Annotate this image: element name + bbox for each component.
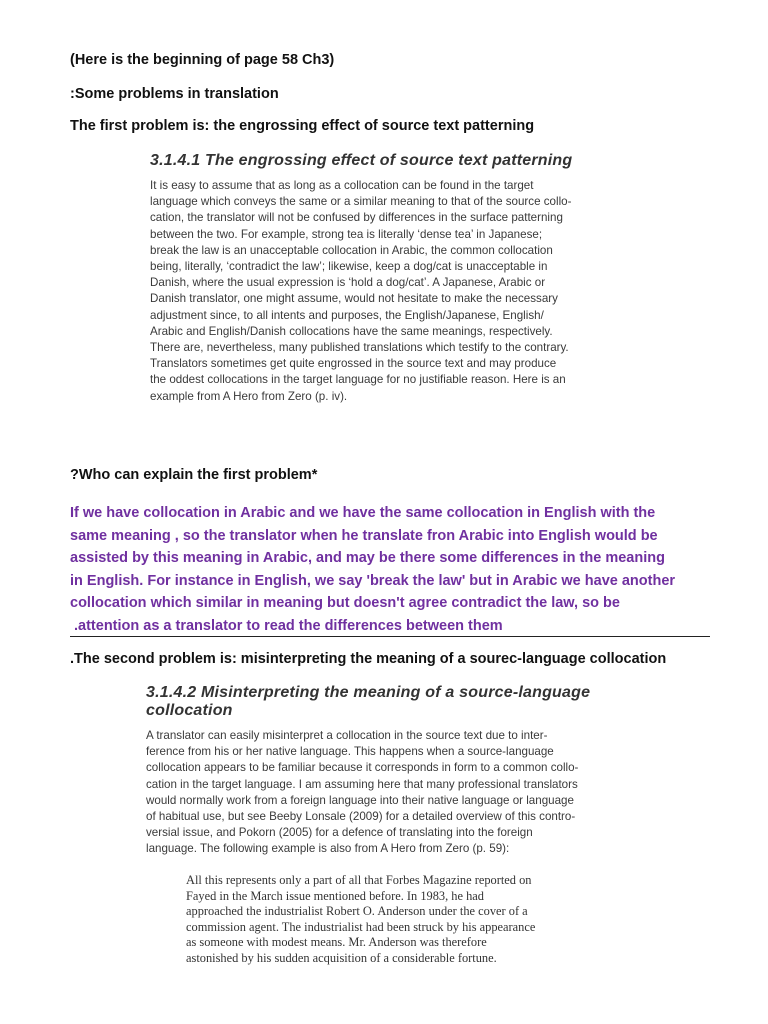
header-note: (Here is the beginning of page 58 Ch3) xyxy=(70,52,335,68)
excerpt-1-line: Translators sometimes get quite engrossed in the source text and may produce xyxy=(150,357,557,371)
answer-line: collocation which similar in meaning but doesn't agree contradict the law, so be xyxy=(70,595,620,612)
quote-line: astonished by his sudden acquisition of a considerable fortune. xyxy=(186,950,497,965)
second-problem-heading: .The second problem is: misinterpreting the meaning of a sourec-language collocation xyxy=(70,651,667,667)
excerpt-1-line: There are, nevertheless, many published translations which testify to the contrary. xyxy=(150,341,569,355)
excerpt-2-line: language. The following example is also from A Hero from Zero (p. 59): xyxy=(146,842,510,856)
answer-paragraph xyxy=(70,502,710,638)
answer-line: .attention as a translator to read the differences between them xyxy=(74,617,503,634)
first-problem-heading: The first problem is: the engrossing effect of source text patterning xyxy=(70,118,535,134)
answer-line: in English. For instance in English, we say 'break the law' but in Arabic we have another xyxy=(70,572,676,589)
answer-line: same meaning , so the translator when he translate fron Arabic into English would be xyxy=(70,527,658,544)
scanned-excerpt-2 xyxy=(146,684,630,858)
excerpt-2-title-line1: 3.1.4.2 Misinterpreting the meaning of a source-language xyxy=(146,684,591,701)
question-line: ?Who can explain the first problem* xyxy=(70,467,318,483)
excerpt-1-line: It is easy to assume that as long as a collocation can be found in the target xyxy=(150,179,534,192)
excerpt-2-line: would normally work from a foreign language into their native language or language xyxy=(146,793,574,807)
excerpt-1-line: cation, the translator will not be confused by differences in the surface patterning xyxy=(150,211,563,225)
quote-line: approached the industrialist Robert O. Anderson under the cover of a xyxy=(186,904,528,919)
scanned-excerpt-1 xyxy=(150,152,628,405)
excerpt-1-line: the oddest collocations in the target language for no justifiable reason. Here is an xyxy=(150,373,566,387)
block-quote xyxy=(186,873,596,967)
excerpt-1-line: being, literally, ‘contradict the law’; likewise, keep a dog/cat is unacceptable in xyxy=(150,260,548,274)
quote-line: Fayed in the March issue mentioned before. In 1983, he had xyxy=(186,888,484,903)
excerpt-2-title-line2: collocation xyxy=(146,702,233,719)
quote-line: commission agent. The industrialist had been struck by his appearance xyxy=(186,919,536,934)
excerpt-2-line: collocation appears to be familiar because it corresponds in form to a common collo- xyxy=(146,761,579,775)
excerpt-2-line: cation in the target language. I am assuming here that many professional translators xyxy=(146,777,578,791)
excerpt-2-line: A translator can easily misinterpret a collocation in the source text due to inter- xyxy=(146,729,548,742)
excerpt-1-line: Danish translator, one might assume, would not hesitate to make the necessary xyxy=(150,292,558,306)
quote-line: All this represents only a part of all that Forbes Magazine reported on xyxy=(186,873,532,887)
excerpt-1-line: Arabic and English/Danish collocations have the same meanings, respectively. xyxy=(150,324,553,338)
excerpt-1-line: Danish, where the usual expression is ‘hold a dog/cat’. A Japanese, Arabic or xyxy=(150,276,546,290)
divider xyxy=(70,636,710,637)
excerpt-2-line: of habitual use, but see Beeby Lonsale (2009) for a detailed overview of this contro- xyxy=(146,810,576,824)
quote-line: as someone with modest means. Mr. Anderson was therefore xyxy=(186,935,487,950)
excerpt-1-line: example from A Hero from Zero (p. iv). xyxy=(150,389,348,403)
answer-line: assisted by this meaning in Arabic, and may be there some differences in the meaning xyxy=(70,550,665,567)
excerpt-2-line: ference from his or her native language. This happens when a source-language xyxy=(146,745,554,759)
excerpt-1-line: between the two. For example, strong tea is literally ‘dense tea’ in Japanese; xyxy=(150,227,543,241)
excerpt-1-line: adjustment since, to all intents and purposes, the English/Japanese, English/ xyxy=(150,308,544,322)
section-heading: :Some problems in translation xyxy=(70,86,279,102)
excerpt-1-line: language which conveys the same or a similar meaning to that of the source collo- xyxy=(150,195,572,209)
excerpt-2-line: versial issue, and Pokorn (2005) for a defence of translating into the foreign xyxy=(146,826,533,840)
answer-line: If we have collocation in Arabic and we have the same collocation in English with the xyxy=(70,505,656,521)
excerpt-1-line: break the law is an unacceptable collocation in Arabic, the common collocation xyxy=(150,243,553,257)
excerpt-1-title: 3.1.4.1 The engrossing effect of source text patterning xyxy=(150,152,573,169)
